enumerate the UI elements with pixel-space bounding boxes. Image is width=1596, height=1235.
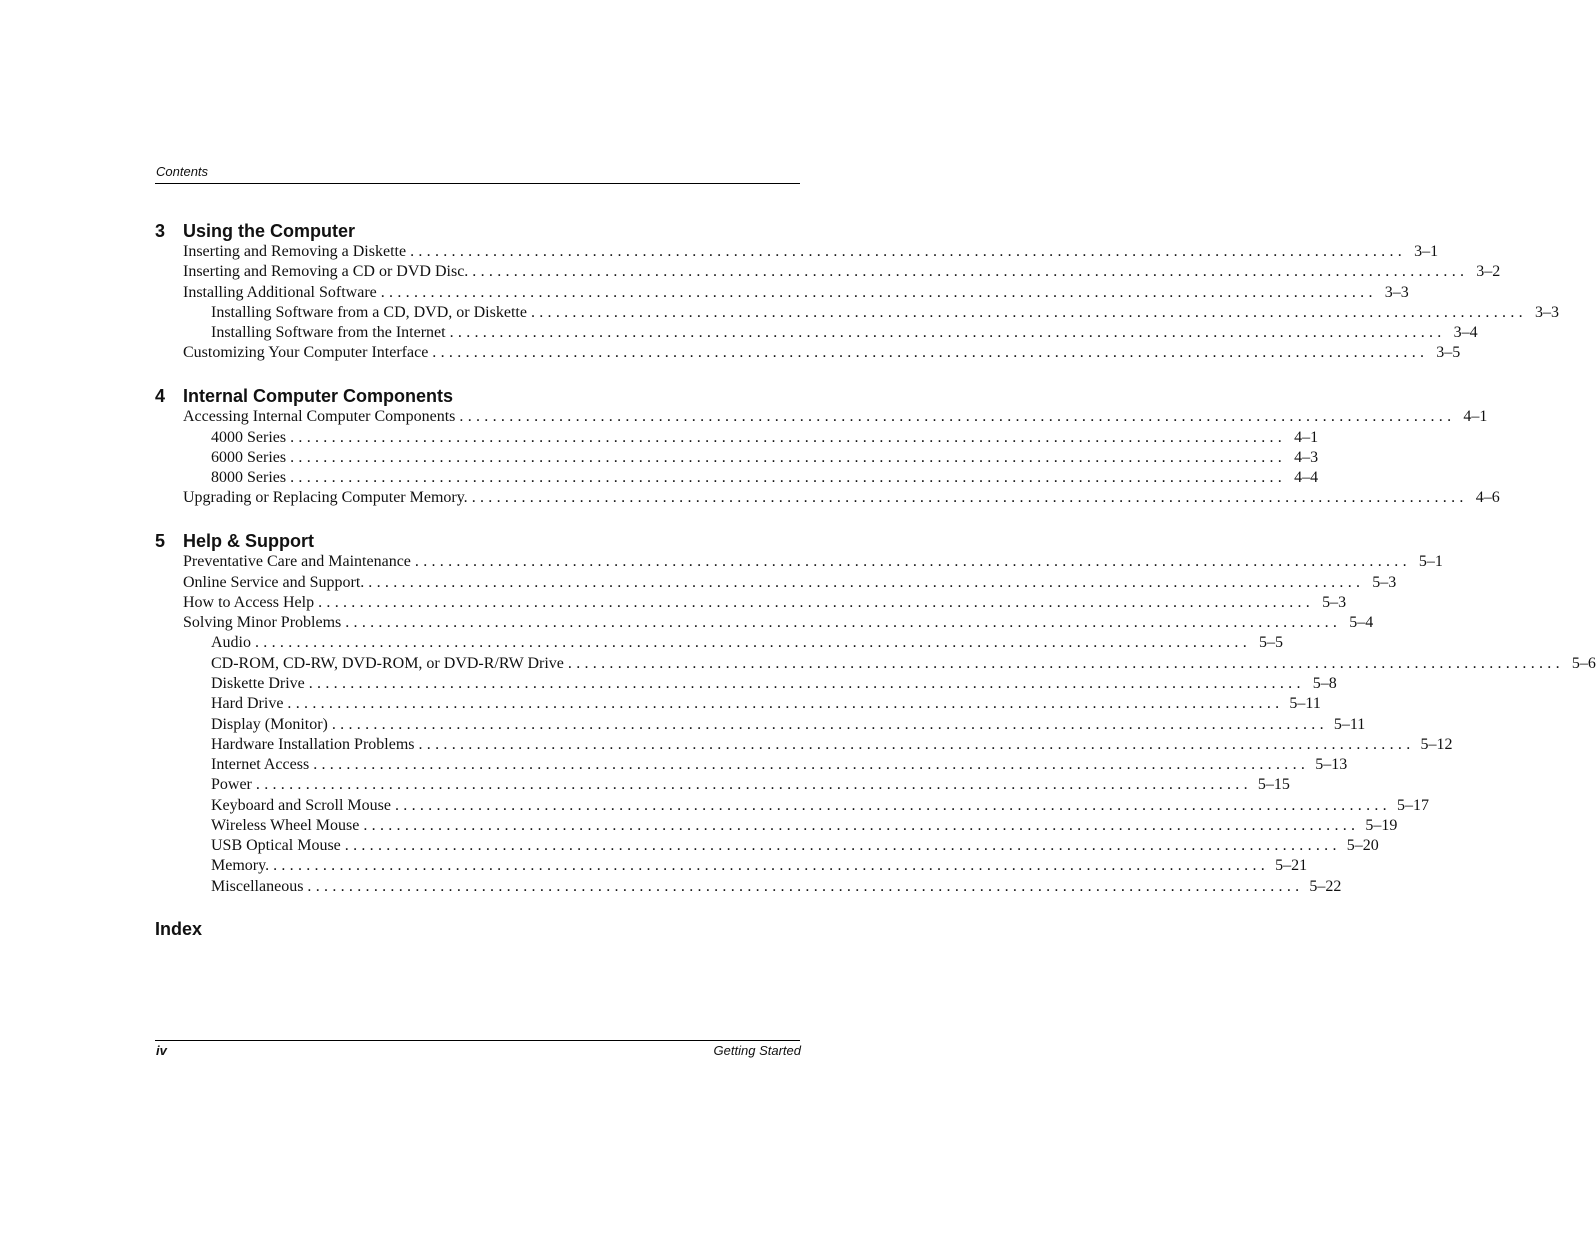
dot-leader: ........................................................................................................................ (410, 243, 1407, 260)
dot-leader: ........................................................................................................................ (394, 797, 1391, 814)
toc-entry[interactable] (183, 613, 1374, 633)
toc-entry[interactable] (211, 775, 1290, 795)
toc-entry-page: 5–13 (1315, 756, 1348, 773)
toc-entry-page: 5–15 (1257, 776, 1290, 793)
dot-leader: ........................................................................................................................ (471, 489, 1468, 506)
dot-leader: ........................................................................................................................ (432, 344, 1429, 361)
toc-entry-page: 3–4 (1453, 324, 1478, 341)
chapter-title: Using the Computer (183, 221, 356, 241)
toc-entry-title: Installing Software from the Internet (211, 324, 446, 341)
toc-entry-title: Accessing Internal Computer Components (183, 408, 456, 425)
dot-leader: ........................................................................................................................ (308, 675, 1305, 692)
toc-entry-page: 5–12 (1420, 736, 1453, 753)
toc-entry-title: Customizing Your Computer Interface (183, 344, 429, 361)
toc-entry[interactable] (211, 735, 1453, 755)
toc-entry[interactable] (183, 242, 1439, 262)
dot-leader: ........................................................................................................................ (313, 756, 1310, 773)
toc-entry-title: Power (211, 776, 252, 793)
toc-entry-page: 5–11 (1333, 716, 1366, 733)
toc-entry-title: Solving Minor Problems (183, 614, 342, 631)
dot-leader: ........................................................................................................................ (530, 304, 1527, 321)
toc-entry-title: 8000 Series (211, 469, 287, 486)
toc-entry-title: Miscellaneous (211, 878, 304, 895)
toc-entry-title: Hard Drive (211, 695, 284, 712)
toc-entry[interactable] (183, 593, 1347, 613)
dot-leader: ........................................................................................................................ (290, 429, 1287, 446)
dot-leader: ........................................................................................................................ (255, 634, 1251, 651)
dot-leader: ........................................................................................................................ (414, 553, 1411, 570)
toc-entry-title: USB Optical Mouse (211, 837, 341, 854)
chapter-heading (155, 530, 314, 552)
chapter-title: Internal Computer Components (183, 386, 454, 406)
toc-entry[interactable] (211, 674, 1337, 694)
dot-leader: ........................................................................................................................ (255, 776, 1252, 793)
toc-entry-page: 5–19 (1365, 817, 1398, 834)
dot-leader: ........................................................................................................................ (287, 695, 1284, 712)
dot-leader: ........................................................................................................................ (290, 449, 1287, 466)
toc-entry-page: 4–6 (1475, 489, 1500, 506)
running-head: Contents (156, 164, 209, 179)
dot-leader: ........................................................................................................................ (567, 655, 1564, 672)
toc-entry[interactable] (183, 488, 1500, 508)
toc-entry-title: Display (Monitor) (211, 716, 328, 733)
chapter-number: 4 (155, 386, 166, 406)
toc-entry[interactable] (211, 428, 1319, 448)
dot-leader: ........................................................................................................................ (363, 817, 1360, 834)
toc-entry-title: Preventative Care and Maintenance (183, 553, 411, 570)
dot-leader: ........................................................................................................................ (345, 614, 1342, 631)
dot-leader: ........................................................................................................................ (344, 837, 1341, 854)
toc-entry[interactable] (211, 694, 1321, 714)
chapter-title: Help & Support (183, 531, 314, 551)
chapter-heading (155, 220, 355, 242)
dot-leader: ........................................................................................................................ (380, 284, 1377, 301)
dot-leader: ........................................................................................................................ (418, 736, 1415, 753)
dot-leader: ........................................................................................................................ (273, 857, 1270, 874)
toc-entry-title: Installing Software from a CD, DVD, or Diskette (211, 304, 527, 321)
toc-entry-page: 5–22 (1309, 878, 1342, 895)
toc-entry-page: 5–3 (1322, 594, 1347, 611)
toc-entry[interactable] (211, 816, 1398, 836)
toc-entry-title: Wireless Wheel Mouse (211, 817, 360, 834)
toc-entry[interactable] (183, 407, 1488, 427)
toc-entry[interactable] (211, 654, 1596, 674)
toc-entry[interactable] (211, 715, 1366, 735)
toc-entry[interactable] (183, 573, 1397, 593)
toc-entry[interactable] (211, 633, 1283, 653)
toc-entry-page: 4–4 (1294, 469, 1319, 486)
toc-entry-title: How to Access Help (183, 594, 315, 611)
toc-entry[interactable] (211, 836, 1379, 856)
chapter-number: 5 (155, 531, 166, 551)
page-number: iv (156, 1043, 167, 1058)
toc-entry[interactable] (183, 552, 1443, 572)
toc-entry[interactable] (183, 262, 1501, 282)
toc-entry-page: 5–17 (1396, 797, 1429, 814)
toc-entry-page: 3–2 (1476, 263, 1501, 280)
toc-entry-page: 5–6 (1571, 655, 1596, 672)
toc-entry-title: Memory. (211, 857, 270, 874)
footer-rule (155, 1040, 800, 1041)
header-rule (155, 183, 800, 184)
dot-leader: ........................................................................................................................ (368, 574, 1365, 591)
dot-leader: ........................................................................................................................ (331, 716, 1328, 733)
toc-entry-page: 5–3 (1372, 574, 1397, 591)
toc-entry-page: 3–1 (1414, 243, 1439, 260)
toc-entry-title: Hardware Installation Problems (211, 736, 415, 753)
toc-entry-title: Inserting and Removing a Diskette (183, 243, 407, 260)
toc-entry-page: 5–5 (1259, 634, 1283, 651)
chapter-heading (155, 385, 453, 407)
toc-entry-page: 4–1 (1463, 408, 1488, 425)
toc-entry[interactable] (211, 303, 1559, 323)
toc-entry-title: Diskette Drive (211, 675, 305, 692)
toc-entry-title: Online Service and Support. (183, 574, 365, 591)
toc-entry-page: 5–21 (1275, 857, 1308, 874)
toc-entry-page: 3–3 (1534, 304, 1559, 321)
toc-entry-page: 3–5 (1436, 344, 1461, 361)
toc-entry-title: 6000 Series (211, 449, 287, 466)
toc-entry-title: Audio (211, 634, 251, 651)
toc-entry-title: Installing Additional Software (183, 284, 377, 301)
index-heading[interactable]: Index (155, 919, 203, 939)
toc-entry-page: 5–4 (1349, 614, 1374, 631)
toc-entry-title: Upgrading or Replacing Computer Memory. (183, 489, 468, 506)
toc-entry-page: 5–1 (1418, 553, 1443, 570)
toc-entry-page: 5–11 (1289, 695, 1321, 712)
toc-entry-title: Inserting and Removing a CD or DVD Disc. (183, 263, 469, 280)
toc-entry[interactable] (211, 468, 1319, 488)
toc-entry[interactable] (183, 283, 1409, 303)
toc-entry-title: 4000 Series (211, 429, 287, 446)
dot-leader: ........................................................................................................................ (449, 324, 1446, 341)
toc-entry[interactable] (211, 856, 1308, 876)
toc-entry[interactable] (211, 755, 1348, 775)
toc-entry[interactable] (211, 877, 1342, 897)
toc-entry-title: Internet Access (211, 756, 310, 773)
dot-leader: ........................................................................................................................ (290, 469, 1287, 486)
toc-entry[interactable] (183, 343, 1461, 363)
dot-leader: ........................................................................................................................ (472, 263, 1469, 280)
toc-entry-page: 4–3 (1294, 449, 1319, 466)
dot-leader: ........................................................................................................................ (318, 594, 1315, 611)
book-title: Getting Started (713, 1043, 801, 1058)
toc-entry-title: Keyboard and Scroll Mouse (211, 797, 391, 814)
dot-leader: ........................................................................................................................ (307, 878, 1304, 895)
chapter-number: 3 (155, 221, 166, 241)
toc-entry-page: 5–20 (1346, 837, 1379, 854)
dot-leader: ........................................................................................................................ (459, 408, 1456, 425)
toc-entry[interactable] (211, 323, 1478, 343)
toc-entry-page: 3–3 (1384, 284, 1409, 301)
toc-entry[interactable] (211, 796, 1429, 816)
toc-entry-page: 4–1 (1294, 429, 1319, 446)
toc-entry[interactable] (211, 448, 1319, 468)
toc-entry-title: CD-ROM, CD-RW, DVD-ROM, or DVD-R/RW Drive (211, 655, 564, 672)
toc-entry-page: 5–8 (1312, 675, 1337, 692)
